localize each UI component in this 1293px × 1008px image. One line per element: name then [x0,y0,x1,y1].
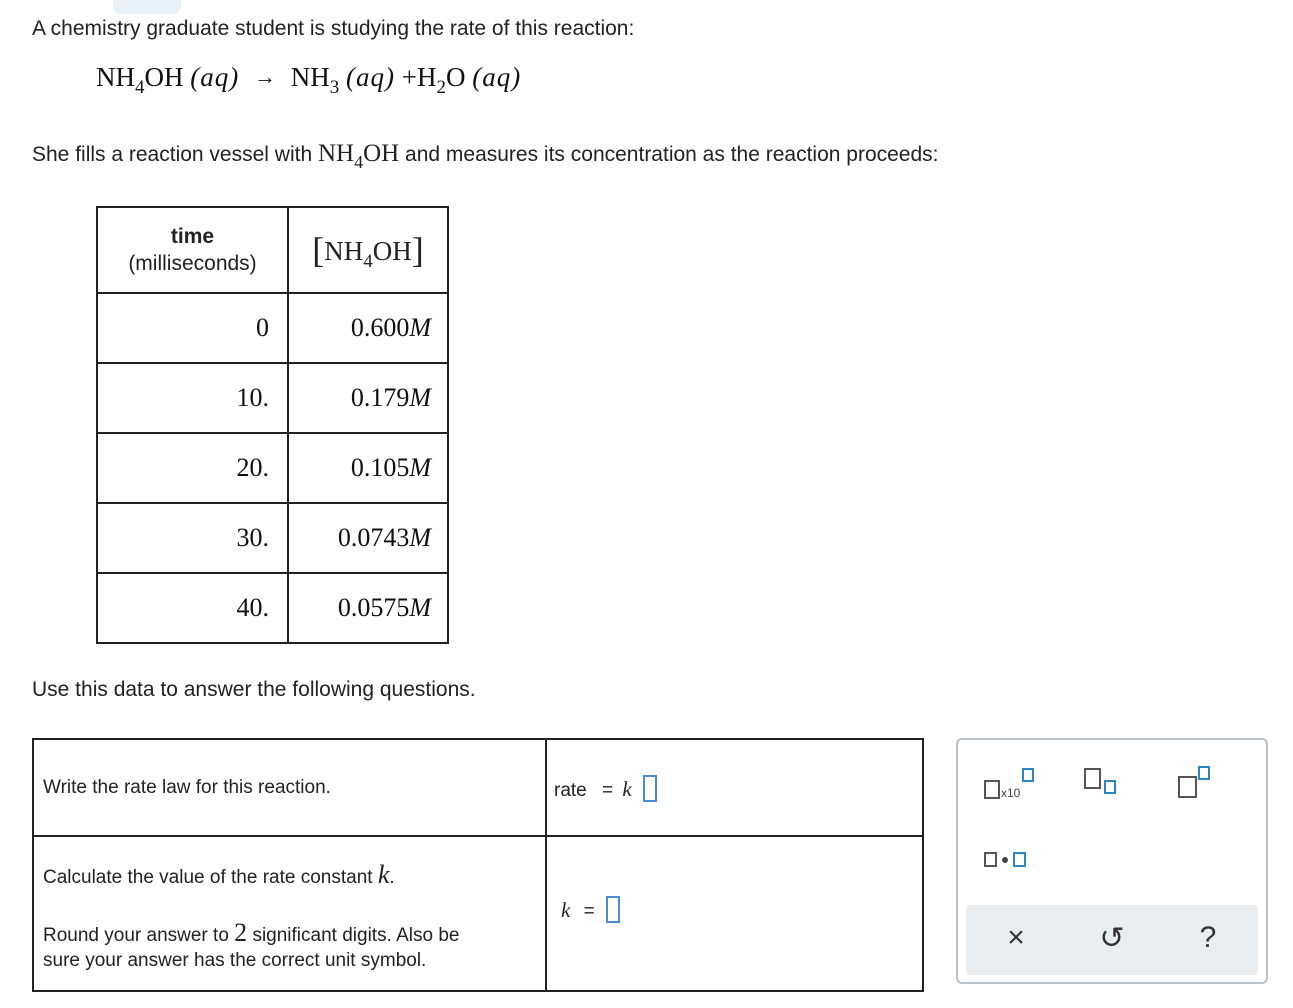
concentration-cell: 0.0743M [288,503,448,573]
time-cell: 30. [97,503,288,573]
rate-law-input[interactable] [643,775,657,802]
rate-constant-question-row [34,837,922,990]
instruction-text: Use this data to answer the following questions. [32,678,476,701]
superscript-button[interactable] [1168,764,1218,804]
concentration-column-header: $[NH_4OH]$ [288,207,448,293]
help-icon[interactable]: ? [1199,921,1217,954]
rate-law-answer: rate = k [554,775,657,802]
dot-icon [1002,857,1008,863]
rate-law-question-row [34,740,922,837]
superscript-box-icon [1198,766,1210,780]
x10-label: x10 [1001,786,1021,800]
multiplication-dot-button[interactable] [980,846,1040,876]
concentration-cell: 0.0575M [288,573,448,643]
rate-constant-input[interactable] [606,896,620,923]
time-column-header: time (milliseconds) [97,207,288,293]
question-panel [32,738,924,992]
intro-text: A chemistry graduate student is studying the rate of this reaction: [32,17,635,40]
left-box-icon [984,852,997,867]
right-box-icon [1013,852,1026,867]
time-cell: 20. [97,433,288,503]
setup-sentence: She fills a reaction vessel with $NH_4OH$ and measures its concentration as the reaction proceeds: [32,140,939,172]
table-row [97,503,448,573]
rate-constant-prompt: Calculate the value of the rate constant k. [43,860,395,889]
subscript-box-icon [1104,780,1116,794]
top-tab-decoration [113,0,181,14]
base-box-icon [984,780,1000,799]
concentration-table [96,206,449,644]
unit-instruction: sure your answer has the correct unit symbol. [43,950,427,971]
palette-toolbar [966,905,1258,975]
undo-icon[interactable]: ↺ [1099,922,1125,955]
subscript-button[interactable] [1076,764,1126,804]
scientific-notation-button[interactable] [980,764,1040,804]
rate-law-prompt: Write the rate law for this reaction. [43,777,331,798]
time-cell: 40. [97,573,288,643]
table-row [97,293,448,363]
table-row [97,433,448,503]
table-row [97,573,448,643]
table-header-row [97,207,448,293]
time-cell: 10. [97,363,288,433]
reaction-equation: $NH_4OH$ $(aq) \to NH_3$ $(aq) +H_2O$ (aq) [96,62,522,98]
clear-icon[interactable]: × [1007,921,1025,954]
question-column-divider [545,740,547,990]
table-row [97,363,448,433]
reaction-arrow: → [253,64,276,89]
exponent-box-icon [1022,768,1034,782]
base-box-icon [1084,768,1101,789]
math-input-palette [956,738,1268,984]
concentration-cell: 0.179M [288,363,448,433]
rounding-instruction: Round your answer to 2 significant digits. Also be [43,918,460,947]
concentration-cell: 0.600M [288,293,448,363]
time-cell: 0 [97,293,288,363]
rate-constant-answer: k = [561,896,620,923]
concentration-cell: 0.105M [288,433,448,503]
base-box-icon [1178,776,1197,798]
